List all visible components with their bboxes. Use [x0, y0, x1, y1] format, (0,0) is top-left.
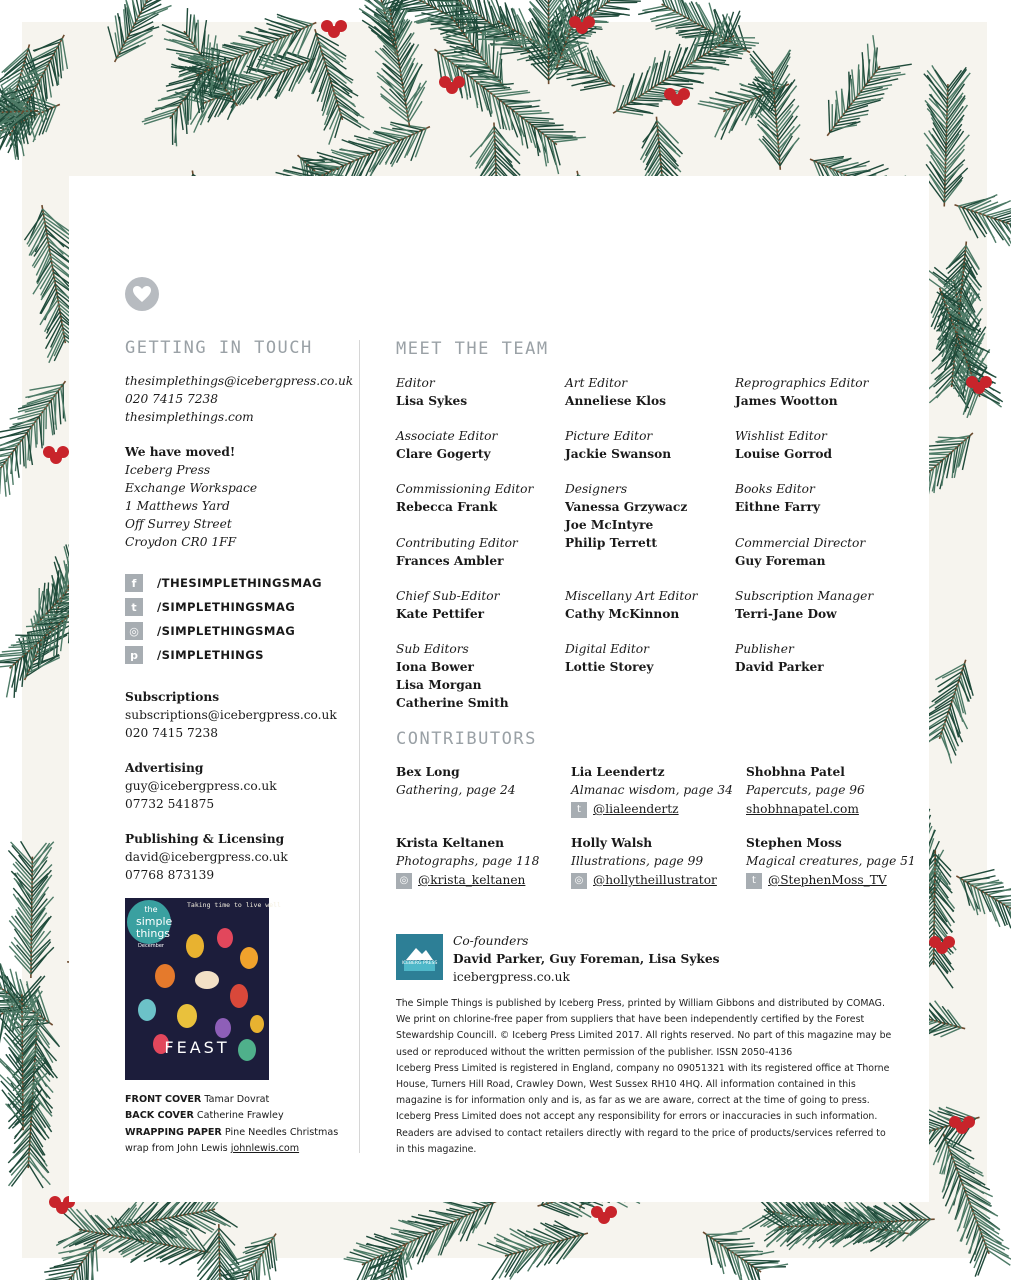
- red-berry: [605, 1206, 617, 1218]
- contributor-handle-row[interactable]: [746, 800, 865, 818]
- contributor-name: Bex Long: [396, 765, 460, 779]
- team-name: Lottie Storey: [565, 660, 654, 674]
- team-name: Terri-Jane Dow: [735, 607, 837, 621]
- pine-branch: [142, 58, 215, 147]
- team-role: Commercial Director: [735, 536, 866, 550]
- contributor-work: Photographs, page 118: [396, 854, 540, 868]
- contributor-handle-row[interactable]: [571, 871, 717, 889]
- twitter-icon: t: [571, 802, 587, 818]
- contact-email[interactable]: thesimplethings@icebergpress.co.uk: [125, 374, 354, 388]
- iceberg-logo-text: ICEBERG PRESS: [401, 961, 438, 966]
- contributor-name: Shobhna Patel: [746, 765, 845, 779]
- team-member: [396, 374, 467, 410]
- cover-brand-things: things: [136, 927, 171, 940]
- team-member: [735, 640, 824, 676]
- contributor-work: Gathering, page 24: [396, 783, 516, 797]
- moved-title: We have moved!: [125, 445, 236, 459]
- legal-line: Stewardship Councill. © Iceberg Press Limited 2017. All rights reserved. No part of this magazine may be: [396, 1030, 892, 1042]
- social-label: /SIMPLETHINGSMAG: [157, 600, 296, 614]
- contributor: [396, 763, 516, 799]
- team-member: [735, 374, 868, 410]
- pine-branch: [933, 1134, 1011, 1277]
- pine-branch: [8, 841, 53, 978]
- contributor-work: Illustrations, page 99: [571, 854, 704, 868]
- team-name: Lisa Morgan: [396, 678, 482, 692]
- red-berry: [678, 88, 690, 100]
- red-berry: [57, 446, 69, 458]
- subscriptions-phone: 020 7415 7238: [125, 726, 219, 740]
- contributor-work: Almanac wisdom, page 34: [571, 783, 733, 797]
- pine-branch: [478, 1221, 588, 1280]
- contributor: [746, 834, 916, 889]
- team-role: Books Editor: [735, 482, 815, 496]
- pine-branch: [0, 1240, 98, 1280]
- team-member: [735, 587, 873, 623]
- team-name: James Wootton: [735, 394, 838, 408]
- iceberg-press-logo: [396, 934, 443, 980]
- johnlewis-link[interactable]: johnlewis.com: [230, 1142, 300, 1154]
- red-berry: [980, 376, 992, 388]
- contributor-handle[interactable]: @lialeendertz: [593, 802, 679, 816]
- address-line: Iceberg Press: [125, 463, 211, 477]
- contributor-work: Papercuts, page 96: [746, 783, 865, 797]
- contributor-handle[interactable]: @hollytheillustrator: [593, 873, 717, 887]
- team-name: Louise Gorrod: [735, 447, 833, 461]
- cover-feast-title: FEAST: [164, 1038, 230, 1057]
- social-pinterest[interactable]: [125, 645, 264, 665]
- address-line: Exchange Workspace: [125, 481, 258, 495]
- team-member: [735, 480, 820, 516]
- cover-brand-the: the: [144, 905, 158, 914]
- legal-line: The Simple Things is published by Iceberg Press, printed by William Gibbons and distributed by COMAG.: [396, 998, 885, 1009]
- address-line: Off Surrey Street: [125, 517, 232, 531]
- facebook-icon: f: [125, 574, 143, 592]
- pine-branch: [344, 1196, 497, 1280]
- team-role: Wishlist Editor: [735, 429, 827, 443]
- column-divider: [359, 340, 360, 1153]
- credit-value: Tamar Dovrat: [204, 1094, 270, 1105]
- team-name: Rebecca Frank: [396, 500, 498, 514]
- team-member: [565, 640, 653, 676]
- contributor-handle[interactable]: @krista_keltanen: [418, 873, 526, 887]
- credit-wrap-text: wrap from John Lewis: [125, 1142, 228, 1154]
- team-member: [565, 374, 666, 410]
- red-berry: [453, 76, 465, 88]
- credit-value: Catherine Frawley: [196, 1110, 284, 1122]
- pine-branch: [956, 870, 1011, 982]
- team-role: Sub Editors: [396, 642, 469, 656]
- instagram-icon: ◎: [396, 873, 412, 889]
- contributor: [571, 834, 717, 889]
- subscriptions-title: Subscriptions: [125, 690, 220, 704]
- team-member: [565, 427, 671, 463]
- social-facebook[interactable]: [125, 573, 322, 593]
- contributor: [746, 763, 865, 818]
- team-member: [396, 587, 499, 623]
- publishing-title: Publishing & Licensing: [125, 832, 285, 846]
- team-name: Cathy McKinnon: [565, 607, 680, 621]
- social-label: /SIMPLETHINGSMAG: [157, 624, 296, 638]
- pine-branch: [307, 29, 369, 144]
- social-instagram[interactable]: [125, 621, 295, 641]
- team-role: Miscellany Art Editor: [565, 589, 698, 603]
- team-member: [565, 480, 687, 552]
- pine-branch: [827, 35, 912, 136]
- legal-line: in this magazine.: [396, 1143, 477, 1155]
- credit-line: [125, 1092, 345, 1108]
- advertising-email[interactable]: guy@icebergpress.co.uk: [125, 779, 277, 793]
- heart-logo-icon: [125, 277, 159, 311]
- team-member: [396, 640, 509, 712]
- team-role: Editor: [396, 376, 435, 390]
- advertising-phone: 07732 541875: [125, 797, 215, 811]
- pine-branch: [108, 0, 182, 62]
- team-role: Commissioning Editor: [396, 482, 534, 496]
- team-name: Guy Foreman: [735, 554, 826, 568]
- legal-line: used or reproduced without the written permission of the publisher. ISSN 2050-4136: [396, 1046, 793, 1058]
- iceberg-website[interactable]: icebergpress.co.uk: [453, 970, 570, 984]
- team-member: [735, 534, 865, 570]
- team-name: Lisa Sykes: [396, 394, 468, 408]
- team-name: Joe McIntyre: [565, 518, 654, 532]
- contributor-handle[interactable]: shobhnapatel.com: [746, 802, 859, 816]
- legal-line: magazine is for information only and is, as far as we are aware, correct at the time of going to press.: [396, 1095, 870, 1107]
- contact-website[interactable]: thesimplethings.com: [125, 410, 254, 424]
- team-name: Iona Bower: [396, 660, 474, 674]
- team-member: [565, 587, 697, 623]
- team-role: Publisher: [735, 642, 794, 656]
- team-member: [396, 480, 533, 516]
- team-name: Vanessa Grzywacz: [565, 500, 688, 514]
- legal-line: Readers are advised to contact retailers directly with regard to the price of products/services referred to: [396, 1127, 886, 1139]
- team-role: Reprographics Editor: [735, 376, 869, 390]
- pine-branch: [924, 65, 970, 206]
- magazine-cover-image[interactable]: [125, 898, 281, 1080]
- team-name: Eithne Farry: [735, 500, 821, 514]
- team-member: [735, 427, 832, 463]
- cover-brand-simple: simple: [136, 915, 173, 928]
- legal-line: Iceberg Press Limited does not accept any responsibility for errors or inaccuracies in such information.: [396, 1111, 878, 1123]
- credit-line: [125, 1141, 345, 1157]
- team-role: Designers: [565, 482, 628, 496]
- credit-key: BACK COVER: [125, 1110, 194, 1122]
- team-name: Kate Pettifer: [396, 607, 485, 621]
- instagram-icon: ◎: [571, 873, 587, 889]
- contributor-name: Holly Walsh: [571, 836, 653, 850]
- credit-key: WRAPPING PAPER: [125, 1126, 222, 1138]
- credit-line: [125, 1125, 345, 1141]
- team-role: Art Editor: [565, 376, 628, 390]
- publishing-phone: 07768 873139: [125, 868, 215, 882]
- cover-tagline: Taking time to live well: [187, 901, 281, 909]
- contributor-name: Krista Keltanen: [396, 836, 504, 850]
- team-role: Picture Editor: [565, 429, 653, 443]
- cofounders-label: Co-founders: [453, 934, 529, 948]
- legal-line: Iceberg Press Limited is registered in England, company no 09051321 with its registered office at Thorne: [396, 1062, 890, 1074]
- meet-the-team-heading: MEET THE TEAM: [396, 339, 549, 359]
- contributor-name: Lia Leendertz: [571, 765, 665, 779]
- team-role: Chief Sub-Editor: [396, 589, 500, 603]
- red-berry: [943, 936, 955, 948]
- red-berry: [963, 1116, 975, 1128]
- social-twitter[interactable]: [125, 597, 295, 617]
- team-name: Frances Ambler: [396, 554, 504, 568]
- cover-brand: [136, 904, 173, 952]
- contact-phone: 020 7415 7238: [125, 392, 219, 406]
- credit-value: Pine Needles Christmas: [224, 1126, 339, 1138]
- contributor-work: Magical creatures, page 51: [746, 854, 916, 868]
- team-role: Subscription Manager: [735, 589, 874, 603]
- contributor: [396, 834, 539, 889]
- team-name: Anneliese Klos: [565, 394, 667, 408]
- team-role: Contributing Editor: [396, 536, 518, 550]
- legal-line: House, Turners Hill Road, Crawley Down, West Sussex RH10 4HQ. All information contained in this: [396, 1079, 856, 1091]
- team-member: [396, 427, 497, 463]
- credit-key: FRONT COVER: [125, 1094, 202, 1105]
- advertising-title: Advertising: [125, 761, 204, 775]
- address-line: Croydon CR0 1FF: [125, 535, 237, 549]
- pinterest-icon: p: [125, 646, 143, 664]
- twitter-icon: t: [125, 598, 143, 616]
- cover-month: December: [138, 943, 164, 949]
- contributor-handle-row[interactable]: [571, 800, 733, 818]
- team-name: David Parker: [735, 660, 824, 674]
- social-label: /THESIMPLETHINGSMAG: [157, 576, 322, 590]
- team-role: Digital Editor: [565, 642, 649, 656]
- legal-line: We print on chlorine-free paper from suppliers that have been independently certified by the Forest: [396, 1014, 865, 1026]
- team-role: Associate Editor: [396, 429, 498, 443]
- pine-branch: [319, 1244, 411, 1280]
- team-name: Clare Gogerty: [396, 447, 491, 461]
- social-label: /SIMPLETHINGS: [157, 648, 264, 662]
- cover-credits: [125, 1092, 345, 1157]
- red-berry: [583, 16, 595, 28]
- publishing-email[interactable]: david@icebergpress.co.uk: [125, 850, 288, 864]
- contributor-name: Stephen Moss: [746, 836, 842, 850]
- contributor-handle[interactable]: @StephenMoss_TV: [768, 873, 887, 887]
- contributor-handle-row[interactable]: [396, 871, 539, 889]
- team-name: Catherine Smith: [396, 696, 509, 710]
- address-line: 1 Matthews Yard: [125, 499, 230, 513]
- contributors-heading: CONTRIBUTORS: [396, 729, 537, 749]
- subscriptions-email[interactable]: subscriptions@icebergpress.co.uk: [125, 708, 337, 722]
- contributor-handle-row[interactable]: [746, 871, 916, 889]
- cofounders-names: David Parker, Guy Foreman, Lisa Sykes: [453, 952, 720, 966]
- team-name: Jackie Swanson: [565, 447, 672, 461]
- credit-line: [125, 1108, 345, 1124]
- content-panel: [69, 176, 929, 1202]
- red-berry: [335, 20, 347, 32]
- getting-in-touch-heading: GETTING IN TOUCH: [125, 338, 313, 358]
- contributor: [571, 763, 733, 818]
- team-member: [396, 534, 518, 570]
- team-name: Philip Terrett: [565, 536, 657, 550]
- twitter-icon: t: [746, 873, 762, 889]
- instagram-icon: ◎: [125, 622, 143, 640]
- legal-text: [396, 996, 896, 1158]
- pine-branch: [955, 195, 1011, 256]
- pine-branch: [750, 50, 801, 170]
